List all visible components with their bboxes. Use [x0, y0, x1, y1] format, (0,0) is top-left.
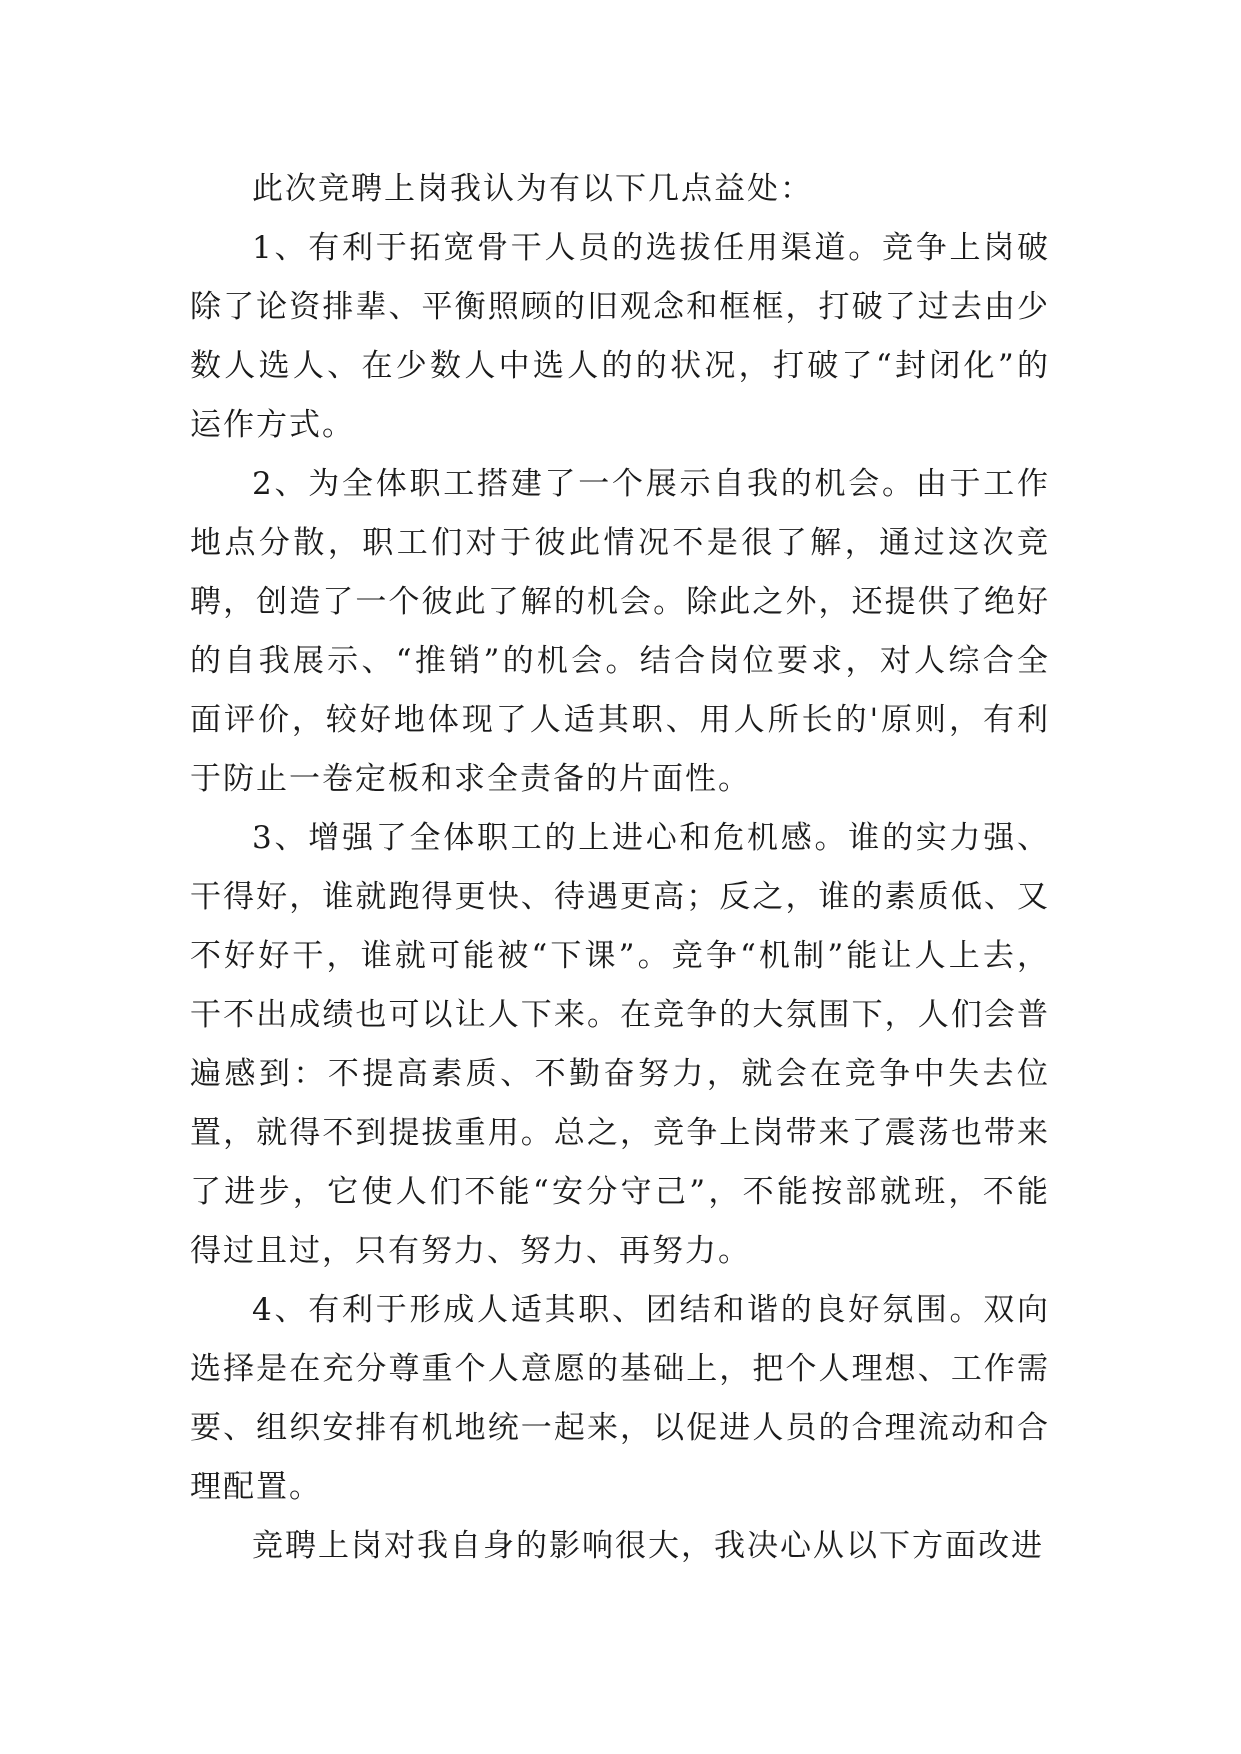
- paragraph-point-2: 2、为全体职工搭建了一个展示自我的机会。由于工作地点分散，职工们对于彼此情况不是很了解，通过这次竞聘，创造了一个彼此了解的机会。除此之外，还提供了绝好的自我展示、“推销”的机会。结合岗位要求，对人综合全面评价，较好地体现了人适其职、用人所长的'原则，有利于防止一卷定板和求全责备的片面性。: [190, 466, 1050, 797]
- paragraph-closing: 竞聘上岗对我自身的影响很大，我决心从以下方面改进: [252, 1528, 1044, 1564]
- paragraph-point-1: 1、有利于拓宽骨干人员的选拔任用渠道。竞争上岗破除了论资排辈、平衡照顾的旧观念和框框，打破了过去由少数人选人、在少数人中选人的的状况，打破了“封闭化”的运作方式。: [190, 230, 1050, 443]
- document-body: [190, 160, 1050, 1576]
- paragraph-point-4: 4、有利于形成人适其职、团结和谐的良好氛围。双向选择是在充分尊重个人意愿的基础上，把个人理想、工作需要、组织安排有机地统一起来，以促进人员的合理流动和合理配置。: [190, 1292, 1050, 1505]
- paragraph-intro: 此次竞聘上岗我认为有以下几点益处：: [252, 171, 813, 207]
- paragraph-point-3: 3、增强了全体职工的上进心和危机感。谁的实力强、干得好，谁就跑得更快、待遇更高；反之，谁的素质低、又不好好干，谁就可能被“下课”。竞争“机制”能让人上去，干不出成绩也可以让人下来。在竞争的大氛围下，人们会普遍感到：不提高素质、不勤奋努力，就会在竞争中失去位置，就得不到提拔重用。总之，竞争上岗带来了震荡也带来了进步，它使人们不能“安分守己”，不能按部就班，不能得过且过，只有努力、努力、再努力。: [190, 820, 1050, 1269]
